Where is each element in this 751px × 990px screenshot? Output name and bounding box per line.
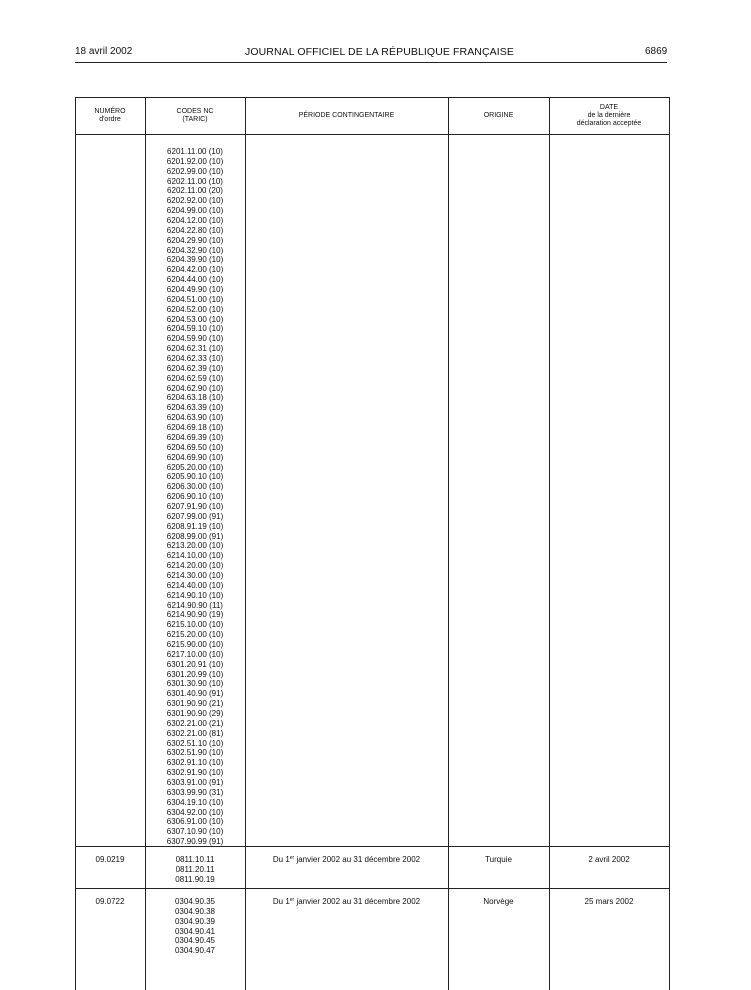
tariff-code: 6302.21.00 (21) bbox=[166, 718, 224, 728]
tariff-code: 6204.49.90 (10) bbox=[166, 285, 224, 295]
page-number: 6869 bbox=[645, 46, 668, 57]
tariff-code: 6302.91.10 (10) bbox=[166, 758, 224, 768]
tariff-code: 6215.20.00 (10) bbox=[166, 630, 224, 640]
tariff-code: 6204.12.00 (10) bbox=[166, 216, 224, 226]
tariff-code: 6304.19.10 (10) bbox=[166, 797, 224, 807]
tariff-code: 6205.20.00 (10) bbox=[166, 462, 224, 472]
tariff-code: 6204.62.59 (10) bbox=[166, 373, 224, 383]
tariff-code: 6301.20.91 (10) bbox=[166, 659, 224, 669]
tariff-code: 6301.20.99 (10) bbox=[166, 669, 224, 679]
tariff-code: 6204.69.90 (10) bbox=[166, 452, 224, 462]
tariff-code: 6307.90.99 (91) bbox=[166, 837, 224, 847]
tariff-code: 6302.51.10 (10) bbox=[166, 738, 224, 748]
tariff-code: 6202.99.00 (10) bbox=[166, 166, 224, 176]
tariff-code: 6215.10.00 (10) bbox=[166, 620, 224, 630]
tariff-code: 6301.90.90 (21) bbox=[166, 699, 224, 709]
tariff-code: 6303.99.90 (31) bbox=[166, 787, 224, 797]
tariff-code: 6204.32.90 (10) bbox=[166, 245, 224, 255]
tariff-code: 6307.10.90 (10) bbox=[166, 827, 224, 837]
tariff-code: 6204.52.00 (10) bbox=[166, 304, 224, 314]
header-origine: ORIGINE bbox=[483, 111, 514, 119]
tariff-code: 6201.11.00 (10) bbox=[167, 147, 223, 156]
tariff-code: 6204.69.50 (10) bbox=[166, 442, 224, 452]
row-periode: Du 1er janvier 2002 au 31 décembre 2002 bbox=[272, 855, 421, 864]
tariff-code: 6204.69.39 (10) bbox=[166, 432, 224, 442]
tariff-code: 6301.30.90 (10) bbox=[166, 679, 224, 689]
tariff-code: 6204.63.90 (10) bbox=[166, 413, 224, 423]
tariff-code: 6302.91.90 (10) bbox=[166, 768, 224, 778]
tariff-code: 0811.90.19 bbox=[175, 874, 215, 884]
header-date: DATE de la dernière déclaration acceptée bbox=[576, 103, 642, 127]
tariff-code: 0304.90.47 bbox=[174, 946, 216, 956]
tariff-code: 6204.62.33 (10) bbox=[166, 354, 224, 364]
tariff-code: 6201.92.00 (10) bbox=[166, 156, 224, 166]
tariff-code: 6204.22.80 (10) bbox=[166, 225, 224, 235]
row-numero: 09.0219 bbox=[95, 855, 125, 864]
tariff-code: 0304.90.45 bbox=[174, 936, 216, 946]
tariff-code: 0811.20.11 bbox=[175, 864, 215, 874]
tariff-code: 6214.30.00 (10) bbox=[166, 570, 224, 580]
tariff-code: 6204.62.31 (10) bbox=[166, 344, 224, 354]
tariff-code: 6208.99.00 (91) bbox=[166, 531, 224, 541]
tariff-code: 6204.62.39 (10) bbox=[166, 363, 224, 373]
row-origine: Turquie bbox=[485, 855, 512, 864]
tariff-code: 6214.90.90 (11) bbox=[167, 600, 223, 610]
tariff-code: 6214.90.90 (19) bbox=[166, 610, 224, 620]
column-rule bbox=[669, 97, 670, 990]
tariff-code: 6204.42.00 (10) bbox=[166, 265, 224, 275]
tariff-code: 6204.69.18 (10) bbox=[166, 423, 224, 433]
header-date: 18 avril 2002 bbox=[75, 46, 133, 57]
tariff-code: 6214.10.00 (10) bbox=[166, 551, 224, 561]
header-numero: NUMÉRO d'ordre bbox=[94, 107, 126, 123]
tariff-code: 6207.91.90 (10) bbox=[166, 501, 224, 511]
row-separator bbox=[75, 888, 669, 889]
row-origine: Norvège bbox=[483, 897, 514, 906]
tariff-code: 6204.63.18 (10) bbox=[166, 393, 224, 403]
quota-table bbox=[75, 97, 669, 990]
row-numero: 09.0722 bbox=[95, 897, 125, 906]
header-rule bbox=[75, 62, 667, 63]
row-date: 2 avril 2002 bbox=[588, 855, 630, 864]
tariff-code: 0811.10.11 bbox=[175, 855, 215, 864]
tariff-code: 6204.59.10 (10) bbox=[166, 324, 224, 334]
tariff-code: 6302.51.90 (10) bbox=[166, 748, 224, 758]
tariff-code: 6205.90.10 (10) bbox=[166, 472, 224, 482]
tariff-code: 6213.20.00 (10) bbox=[166, 541, 224, 551]
tariff-code: 6204.59.90 (10) bbox=[166, 334, 224, 344]
tariff-code: 6206.30.00 (10) bbox=[166, 482, 224, 492]
row-periode: Du 1er janvier 2002 au 31 décembre 2002 bbox=[272, 897, 421, 906]
tariff-code: 6202.92.00 (10) bbox=[166, 196, 224, 206]
tariff-code: 0304.90.41 bbox=[174, 926, 216, 936]
tariff-code: 6207.99.00 (91) bbox=[166, 511, 224, 521]
tariff-code: 6306.91.00 (10) bbox=[166, 817, 224, 827]
tariff-code: 6204.53.00 (10) bbox=[166, 314, 224, 324]
tariff-code: 6208.91.19 (10) bbox=[166, 521, 224, 531]
tariff-code: 6214.90.10 (10) bbox=[166, 590, 224, 600]
tariff-code: 6202.11.00 (10) bbox=[167, 176, 223, 186]
tariff-code: 6304.92.00 (10) bbox=[166, 807, 224, 817]
header-periode: PÉRIODE CONTINGENTAIRE bbox=[298, 111, 395, 119]
tariff-code: 0304.90.38 bbox=[174, 906, 216, 916]
tariff-code: 6204.63.39 (10) bbox=[166, 403, 224, 413]
tariff-code: 6303.91.00 (91) bbox=[166, 778, 224, 787]
tariff-code: 6301.40.90 (91) bbox=[166, 689, 224, 699]
row-codes-list bbox=[145, 897, 245, 956]
row-date: 25 mars 2002 bbox=[584, 897, 634, 906]
continued-codes-list bbox=[145, 147, 245, 847]
tariff-code: 6204.62.90 (10) bbox=[166, 383, 224, 393]
tariff-code: 6215.90.00 (10) bbox=[166, 639, 224, 649]
tariff-code: 6204.29.90 (10) bbox=[166, 235, 224, 245]
tariff-code: 6301.90.90 (29) bbox=[166, 708, 224, 718]
tariff-code: 6204.39.90 (10) bbox=[166, 255, 224, 265]
tariff-code: 6202.11.00 (20) bbox=[167, 186, 223, 196]
tariff-code: 6217.10.00 (10) bbox=[166, 649, 224, 659]
tariff-code: 6204.44.00 (10) bbox=[166, 275, 224, 285]
tariff-code: 6214.20.00 (10) bbox=[166, 561, 224, 571]
table-header-rule bbox=[75, 134, 669, 135]
tariff-code: 6206.90.10 (10) bbox=[166, 492, 224, 502]
header-codes: CODES NC (TARIC) bbox=[176, 107, 214, 123]
tariff-code: 6214.40.00 (10) bbox=[166, 580, 224, 590]
tariff-code: 6204.99.00 (10) bbox=[166, 206, 224, 216]
journal-title: JOURNAL OFFICIEL DE LA RÉPUBLIQUE FRANÇAISE bbox=[245, 46, 514, 58]
tariff-code: 6204.51.00 (10) bbox=[166, 294, 224, 304]
tariff-code: 6302.21.00 (81) bbox=[166, 728, 224, 738]
tariff-code: 0304.90.35 bbox=[174, 897, 216, 906]
tariff-code: 0304.90.39 bbox=[174, 916, 216, 926]
row-codes-list bbox=[145, 855, 245, 885]
